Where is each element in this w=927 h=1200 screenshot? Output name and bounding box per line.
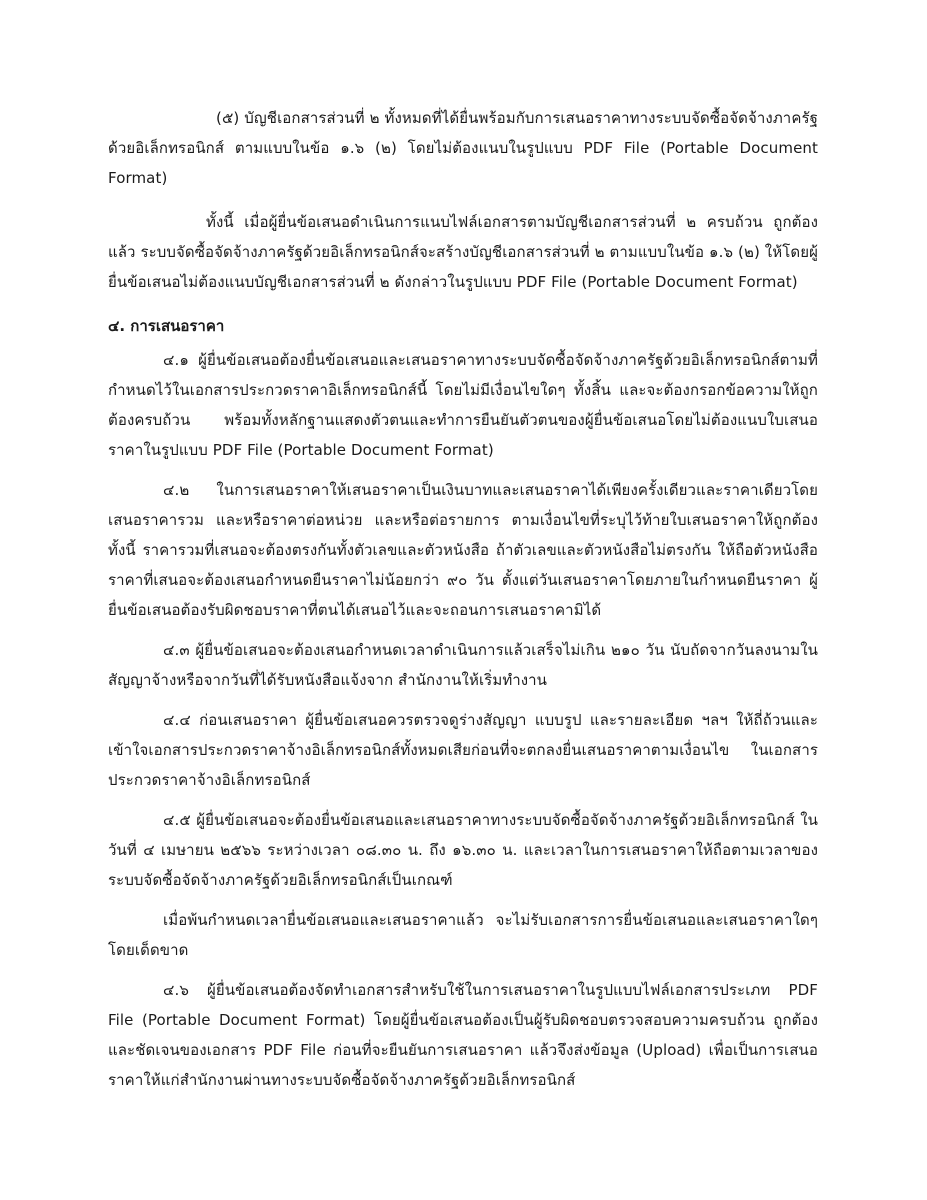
paragraph-doc-list-part2: (๕) บัญชีเอกสารส่วนที่ ๒ ทั้งหมดที่ได้ยื่นพร้อมกับการเสนอราคาทางระบบจัดซื้อจัดจ้างภาครัฐด้วยอิเล็กทรอนิกส์ ตามแบบในข้อ ๑.๖ (๒) โดยไม่ต้องแนบในรูปแบบ PDF File (Portable Document Format) [108,109,818,187]
clause-4-5-deadline-note: เมื่อพ้นกำหนดเวลายื่นข้อเสนอและเสนอราคาแล้ว จะไม่รับเอกสารการยื่นข้อเสนอและเสนอราคาใดๆ โดยเด็ดขาด [108,911,818,959]
clause-4-4: ๔.๔ ก่อนเสนอราคา ผู้ยื่นข้อเสนอควรตรวจดูร่างสัญญา แบบรูป และรายละเอียด ฯลฯ ให้ถี่ถ้วนและเข้าใจเอกสารประกวดราคาจ้างอิเล็กทรอนิกส์ทั้งหมดเสียก่อนที่จะตกลงยื่นเสนอราคาตามเงื่อนไข ในเอกสารประกวดราคาจ้างอิเล็กทรอนิกส์ [108,711,818,789]
clause-4-2: ๔.๒ ในการเสนอราคาให้เสนอราคาเป็นเงินบาทและเสนอราคาได้เพียงครั้งเดียวและราคาเดียวโดยเสนอราคารวม และหรือราคาต่อหน่วย และหรือต่อรายการ ตามเงื่อนไขที่ระบุไว้ท้ายใบเสนอราคาให้ถูกต้อง ทั้งนี้ ราคารวมที่เสนอจะต้องตรงกันทั้งตัวเลขและตัวหนังสือ ถ้าตัวเลขและตัวหนังสือไม่ตรงกัน ให้ถือตัวหนังสือ ราคาที่เสนอจะต้องเสนอกำหนดยืนราคาไม่น้อยกว่า ๙๐ วัน ตั้งแต่วันเสนอราคาโดยภายในกำหนดยืนราคา ผู้ยื่นข้อเสนอต้องรับผิดชอบราคาที่ตนได้เสนอไว้และจะถอนการเสนอราคามิได้ [108,481,818,619]
document-page [108,103,818,1095]
clause-4-6: ๔.๖ ผู้ยื่นข้อเสนอต้องจัดทำเอกสารสำหรับใช้ในการเสนอราคาในรูปแบบไฟล์เอกสารประเภท PDF File (Portable Document Format) โดยผู้ยื่นข้อเสนอต้องเป็นผู้รับผิดชอบตรวจสอบความครบถ้วน ถูกต้อง และชัดเจนของเอกสาร PDF File ก่อนที่จะยืนยันการเสนอราคา แล้วจึงส่งข้อมูล (Upload) เพื่อเป็นการเสนอราคาให้แก่สำนักงานผ่านทางระบบจัดซื้อจัดจ้างภาครัฐด้วยอิเล็กทรอนิกส์ [108,981,818,1089]
paragraph-system-generates-list: ทั้งนี้ เมื่อผู้ยื่นข้อเสนอดำเนินการแนบไฟล์เอกสารตามบัญชีเอกสารส่วนที่ ๒ ครบถ้วน ถูกต้องแล้ว ระบบจัดซื้อจัดจ้างภาครัฐด้วยอิเล็กทรอนิกส์จะสร้างบัญชีเอกสารส่วนที่ ๒ ตามแบบในข้อ ๑.๖ (๒) ให้โดยผู้ยื่นข้อเสนอไม่ต้องแนบบัญชีเอกสารส่วนที่ ๒ ดังกล่าวในรูปแบบ PDF File (Portable Document Format) [108,213,818,291]
section-heading-bidding: ๔. การเสนอราคา [108,317,225,335]
clause-4-1: ๔.๑ ผู้ยื่นข้อเสนอต้องยื่นข้อเสนอและเสนอราคาทางระบบจัดซื้อจัดจ้างภาครัฐด้วยอิเล็กทรอนิกส์ตามที่กำหนดไว้ในเอกสารประกวดราคาอิเล็กทรอนิกส์นี้ โดยไม่มีเงื่อนไขใดๆ ทั้งสิ้น และจะต้องกรอกข้อความให้ถูกต้องครบถ้วน พร้อมทั้งหลักฐานแสดงตัวตนและทำการยืนยันตัวตนของผู้ยื่นข้อเสนอโดยไม่ต้องแนบใบเสนอราคาในรูปแบบ PDF File (Portable Document Format) [108,351,818,459]
clause-4-5: ๔.๕ ผู้ยื่นข้อเสนอจะต้องยื่นข้อเสนอและเสนอราคาทางระบบจัดซื้อจัดจ้างภาครัฐด้วยอิเล็กทรอนิกส์ ในวันที่ ๔ เมษายน ๒๕๖๖ ระหว่างเวลา ๐๘.๓๐ น. ถึง ๑๖.๓๐ น. และเวลาในการเสนอราคาให้ถือตามเวลาของระบบจัดซื้อจัดจ้างภาครัฐด้วยอิเล็กทรอนิกส์เป็นเกณฑ์ [108,811,818,889]
clause-4-3: ๔.๓ ผู้ยื่นข้อเสนอจะต้องเสนอกำหนดเวลาดำเนินการแล้วเสร็จไม่เกิน ๒๑๐ วัน นับถัดจากวันลงนามในสัญญาจ้างหรือจากวันที่ได้รับหนังสือแจ้งจาก สำนักงานให้เริ่มทำงาน [108,641,818,689]
